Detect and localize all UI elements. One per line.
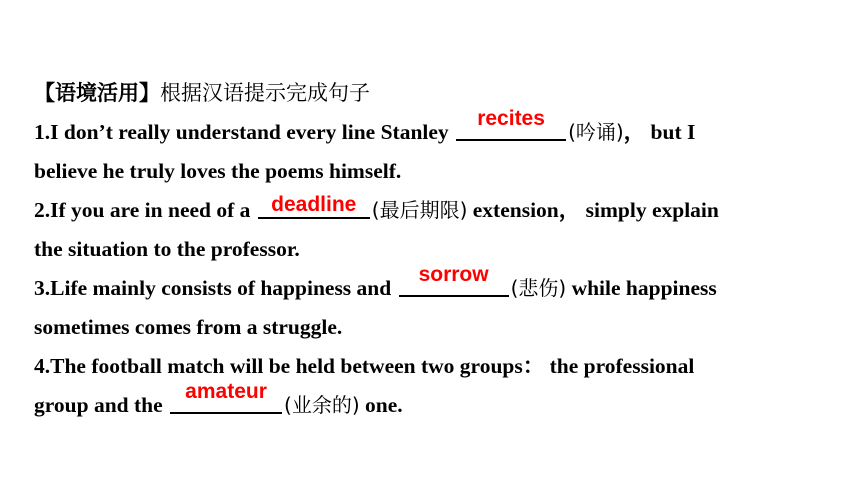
- item-4-text-after-blank: one.: [359, 393, 403, 417]
- item-3-text-after: while happiness: [566, 276, 717, 300]
- item-1-blank: [456, 107, 566, 141]
- item-4-hint: (业余的): [284, 393, 360, 417]
- item-3-blank: [399, 263, 509, 297]
- item-3-answer: sorrow: [418, 263, 489, 286]
- item-4-text-before: 4.The football match will be held between two groups：: [34, 354, 545, 378]
- section-heading: [34, 74, 834, 113]
- item-3-hint: (悲伤): [510, 276, 567, 300]
- item-1-hint: (吟诵): [568, 120, 624, 144]
- item-3-line-2: sometimes comes from a struggle.: [34, 315, 343, 339]
- item-2-text-after: extension， simply explain: [467, 198, 719, 222]
- item-4-line-1: [34, 347, 834, 386]
- item-3-text-before: 3.Life mainly consists of happiness and: [34, 276, 397, 300]
- item-4-text-before-blank: group and the: [34, 393, 169, 417]
- item-4-line-2: [34, 380, 834, 425]
- item-1-text-before: 1.I don’t really understand every line Stanley: [34, 120, 455, 144]
- item-1-line-2: believe he truly loves the poems himself.: [34, 159, 402, 183]
- item-3-line-1: [34, 263, 834, 308]
- item-1-text-after: ， but I: [623, 120, 696, 144]
- item-4-blank: [170, 380, 282, 414]
- exercise-slide: [34, 74, 834, 425]
- section-label: 【语境活用】: [34, 81, 160, 105]
- item-1-answer: recites: [477, 107, 545, 130]
- section-instruction: 根据汉语提示完成句子: [160, 81, 370, 105]
- item-2-text-before: 2.If you are in need of a: [34, 198, 256, 222]
- item-4-text-after: the professional: [544, 354, 695, 378]
- item-4-answer: amateur: [185, 380, 267, 403]
- item-2-blank: [258, 195, 370, 219]
- item-2-line-2: the situation to the professor.: [34, 237, 300, 261]
- item-2-line-1: [34, 191, 834, 230]
- item-1-line-1: [34, 107, 834, 152]
- item-2-answer: deadline: [271, 193, 357, 216]
- item-2-hint: (最后期限): [371, 198, 468, 222]
